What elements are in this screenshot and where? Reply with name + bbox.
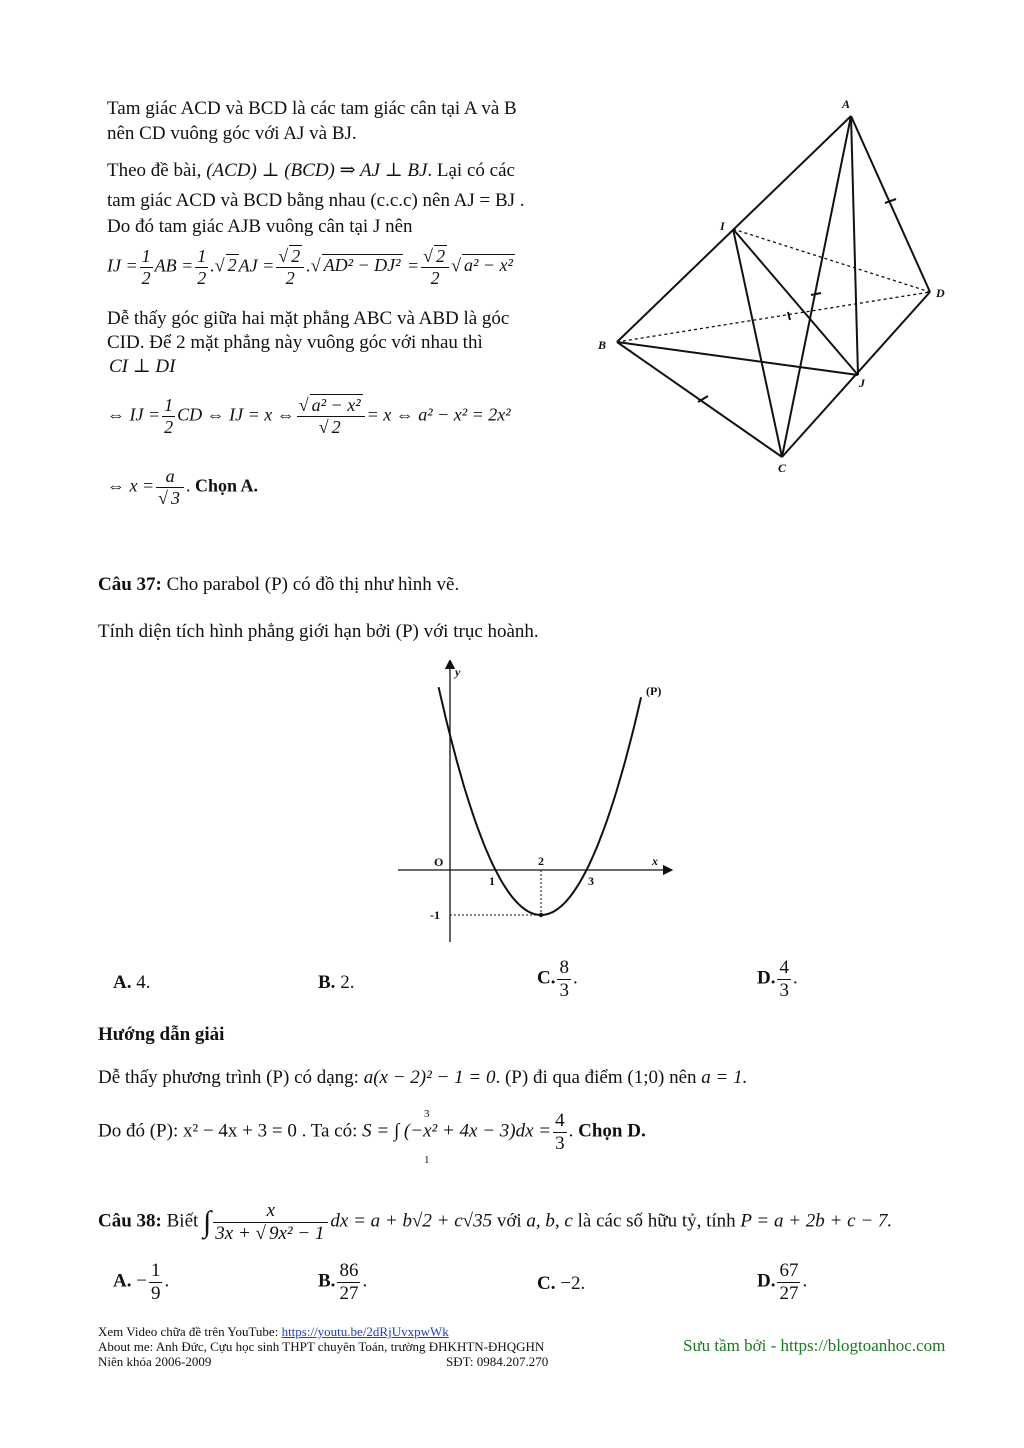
final-x: ⇔ x = $\frac{a}{√ 3}$ . Chọn A.: [107, 466, 259, 508]
edge-ac: [782, 116, 851, 457]
option-c-label: C.: [537, 1273, 556, 1294]
x-label: x: [652, 854, 658, 868]
vertex-point: [539, 913, 543, 917]
guide-line-1-mid: . (P) đi qua điểm (1;0) nên: [495, 1067, 697, 1088]
line3-post: . Lại có các: [427, 160, 515, 181]
question-38-tail: là các số hữu tỷ, tính: [577, 1210, 736, 1232]
integral-lower-bound: 1: [424, 1154, 430, 1166]
edge-bj: [617, 342, 858, 375]
guide-line-1-math: a(x − 2)² − 1 = 0: [363, 1067, 496, 1088]
tetrahedron-figure: [590, 90, 960, 480]
solution-line-3: [107, 159, 515, 182]
question-38-pre: Biết: [166, 1210, 199, 1232]
tick-2-label: 2: [538, 854, 544, 868]
guide-line-2-math: S = ∫ (−x² + 4x − 3)dx =: [362, 1120, 552, 1142]
edge-id-hidden: [733, 229, 930, 292]
origin-label: O: [434, 855, 444, 869]
footer-years: Niên khóa 2006-2009: [98, 1354, 212, 1369]
label-i: I: [720, 219, 725, 233]
footer-about: About me: Anh Đức, Cựu học sinh THPT chuyên Toán, trường ĐHKHTN-ĐHQGHN: [98, 1339, 545, 1354]
guide-title: Hướng dẫn giải: [98, 1024, 225, 1045]
option-d-label: D.: [757, 967, 776, 989]
guide-line-2: Do đó (P): x² − 4x + 3 = 0 . Ta có: S = ∫ (−x² + 4x − 3)dx = $\frac{4}{3}$ . Chọn D.: [98, 1110, 646, 1154]
answer-37: Chọn D.: [578, 1120, 646, 1142]
question-37-label: Câu 37:: [98, 574, 162, 595]
option-c-value: −2.: [560, 1273, 586, 1294]
label-a: A: [842, 97, 851, 111]
footer-video: [98, 1324, 449, 1340]
question-38-expr: P = a + 2b + c − 7.: [740, 1210, 893, 1232]
question-37-text: Cho parabol (P) có đồ thị như hình vẽ.: [166, 574, 460, 595]
solution-line-1: Tam giác ACD và BCD là các tam giác cân tại A và B: [107, 98, 517, 119]
option-a-label: A.: [113, 1270, 132, 1292]
integral-upper-bound: 3: [424, 1108, 430, 1120]
edge-ic: [733, 229, 782, 457]
option-c-label: C.: [537, 967, 556, 989]
option-b-label: B.: [318, 1270, 336, 1292]
question-38-label: Câu 38:: [98, 1210, 162, 1232]
q38-option-a[interactable]: A. − $\frac{1}{9}$ .: [113, 1260, 170, 1304]
footer-video-link[interactable]: https://youtu.be/2dRjUvxpwWk: [281, 1324, 449, 1339]
integral-sign: ∫: [203, 1205, 212, 1239]
y-label: y: [455, 665, 461, 679]
option-b-value: 2.: [340, 972, 355, 993]
question-37-text-2: Tính diện tích hình phẳng giới hạn bởi (P) với trục hoành.: [98, 621, 539, 642]
tick-3-label: 3: [588, 874, 594, 888]
footer-phone: SĐT: 0984.207.270: [446, 1354, 549, 1369]
solution-line-6: Dễ thấy góc giữa hai mặt phẳng ABC và ABD là góc: [107, 308, 510, 329]
tick-1-label: 1: [489, 874, 495, 888]
edge-aj: [851, 116, 858, 375]
q38-option-c[interactable]: [537, 1273, 585, 1295]
label-d: D: [936, 286, 945, 300]
label-b: B: [598, 338, 607, 352]
question-38-post: dx = a + b√2 + c√35: [330, 1210, 493, 1232]
guide-line-1-end: a = 1.: [701, 1067, 748, 1088]
solution-line-4: tam giác ACD và BCD bằng nhau (c.c.c) nên AJ = BJ .: [107, 190, 525, 211]
q37-option-d[interactable]: D. $\frac{4}{3}$ .: [757, 957, 798, 1001]
equivalence-chain: ⇔ IJ = $\frac{1}{2}$ CD ⇔ IJ = x ⇔ $\frac{\text{√ a² − x²}}{√ 2}$ = x ⇔ a² − x² = 2x²: [107, 395, 511, 437]
footer-video-pre: Xem Video chữa đề trên YouTube:: [98, 1324, 279, 1339]
guide-line-2-pre: Do đó (P): x² − 4x + 3 = 0 . Ta có:: [98, 1120, 358, 1142]
q38-option-d[interactable]: D. $\frac{67}{27}$ .: [757, 1260, 808, 1304]
solution-line-8: CI ⊥ DI: [109, 356, 176, 377]
q37-option-a[interactable]: [113, 972, 150, 994]
guide-line-1-pre: Dễ thấy phương trình (P) có dạng:: [98, 1067, 359, 1088]
option-b-label: B.: [318, 972, 336, 993]
edge-bd-hidden: [617, 292, 930, 342]
solution-line-2: nên CD vuông góc với AJ và BJ.: [107, 123, 357, 144]
line3-math: (ACD) ⊥ (BCD) ⇒ AJ ⊥ BJ: [206, 160, 428, 181]
tick-mark: [811, 293, 821, 295]
answer-36: Chọn A.: [195, 475, 259, 496]
tick-mark: [788, 312, 790, 320]
ij-formula: IJ = $\frac{1}{2}$ AB = $\frac{1}{2}$ .√ 2 AJ = $\frac{√ 2}{2}$ .√ AD² − DJ² = $\frac{√ 2}{2}$ √ a² − x²: [107, 246, 513, 288]
question-38-vars: a, b, c: [526, 1210, 573, 1232]
option-d-label: D.: [757, 1270, 776, 1292]
parabola-curve: [439, 687, 641, 915]
question-37: [98, 574, 459, 596]
edge-ij: [733, 229, 858, 375]
solution-line-5: Do đó tam giác AJB vuông cân tại J nên: [107, 216, 413, 237]
tick-minus1-label: -1: [430, 908, 440, 922]
label-c: C: [778, 461, 787, 475]
q37-option-c[interactable]: C. $\frac{8}{3}$ .: [537, 957, 578, 1001]
q37-option-b[interactable]: [318, 972, 354, 994]
parabola-graph: [395, 660, 680, 945]
question-38-mid: với: [496, 1210, 522, 1232]
label-j: J: [859, 376, 865, 390]
parabola-label: (P): [646, 684, 662, 698]
solution-line-7: CID. Để 2 mặt phẳng này vuông góc với nhau thì: [107, 332, 483, 353]
guide-line-1: [98, 1067, 747, 1089]
edge-bc: [617, 342, 782, 457]
question-38: Câu 38: Biết ∫ $\frac{x}{\text{3x + √ 9x² − 1}}$ dx = a + b√2 + c√35 với a, b, c là các số hữu tỷ, tính P = a + 2b + c − 7.: [98, 1200, 893, 1244]
q38-option-b[interactable]: B. $\frac{86}{27}$ .: [318, 1260, 368, 1304]
footer-source[interactable]: Sưu tầm bởi - https://blogtoanhoc.com: [683, 1336, 946, 1355]
edge-ad: [851, 116, 930, 292]
option-a-label: A.: [113, 972, 132, 993]
line3-text: Theo đề bài,: [107, 160, 202, 181]
option-a-value: 4.: [136, 972, 151, 993]
